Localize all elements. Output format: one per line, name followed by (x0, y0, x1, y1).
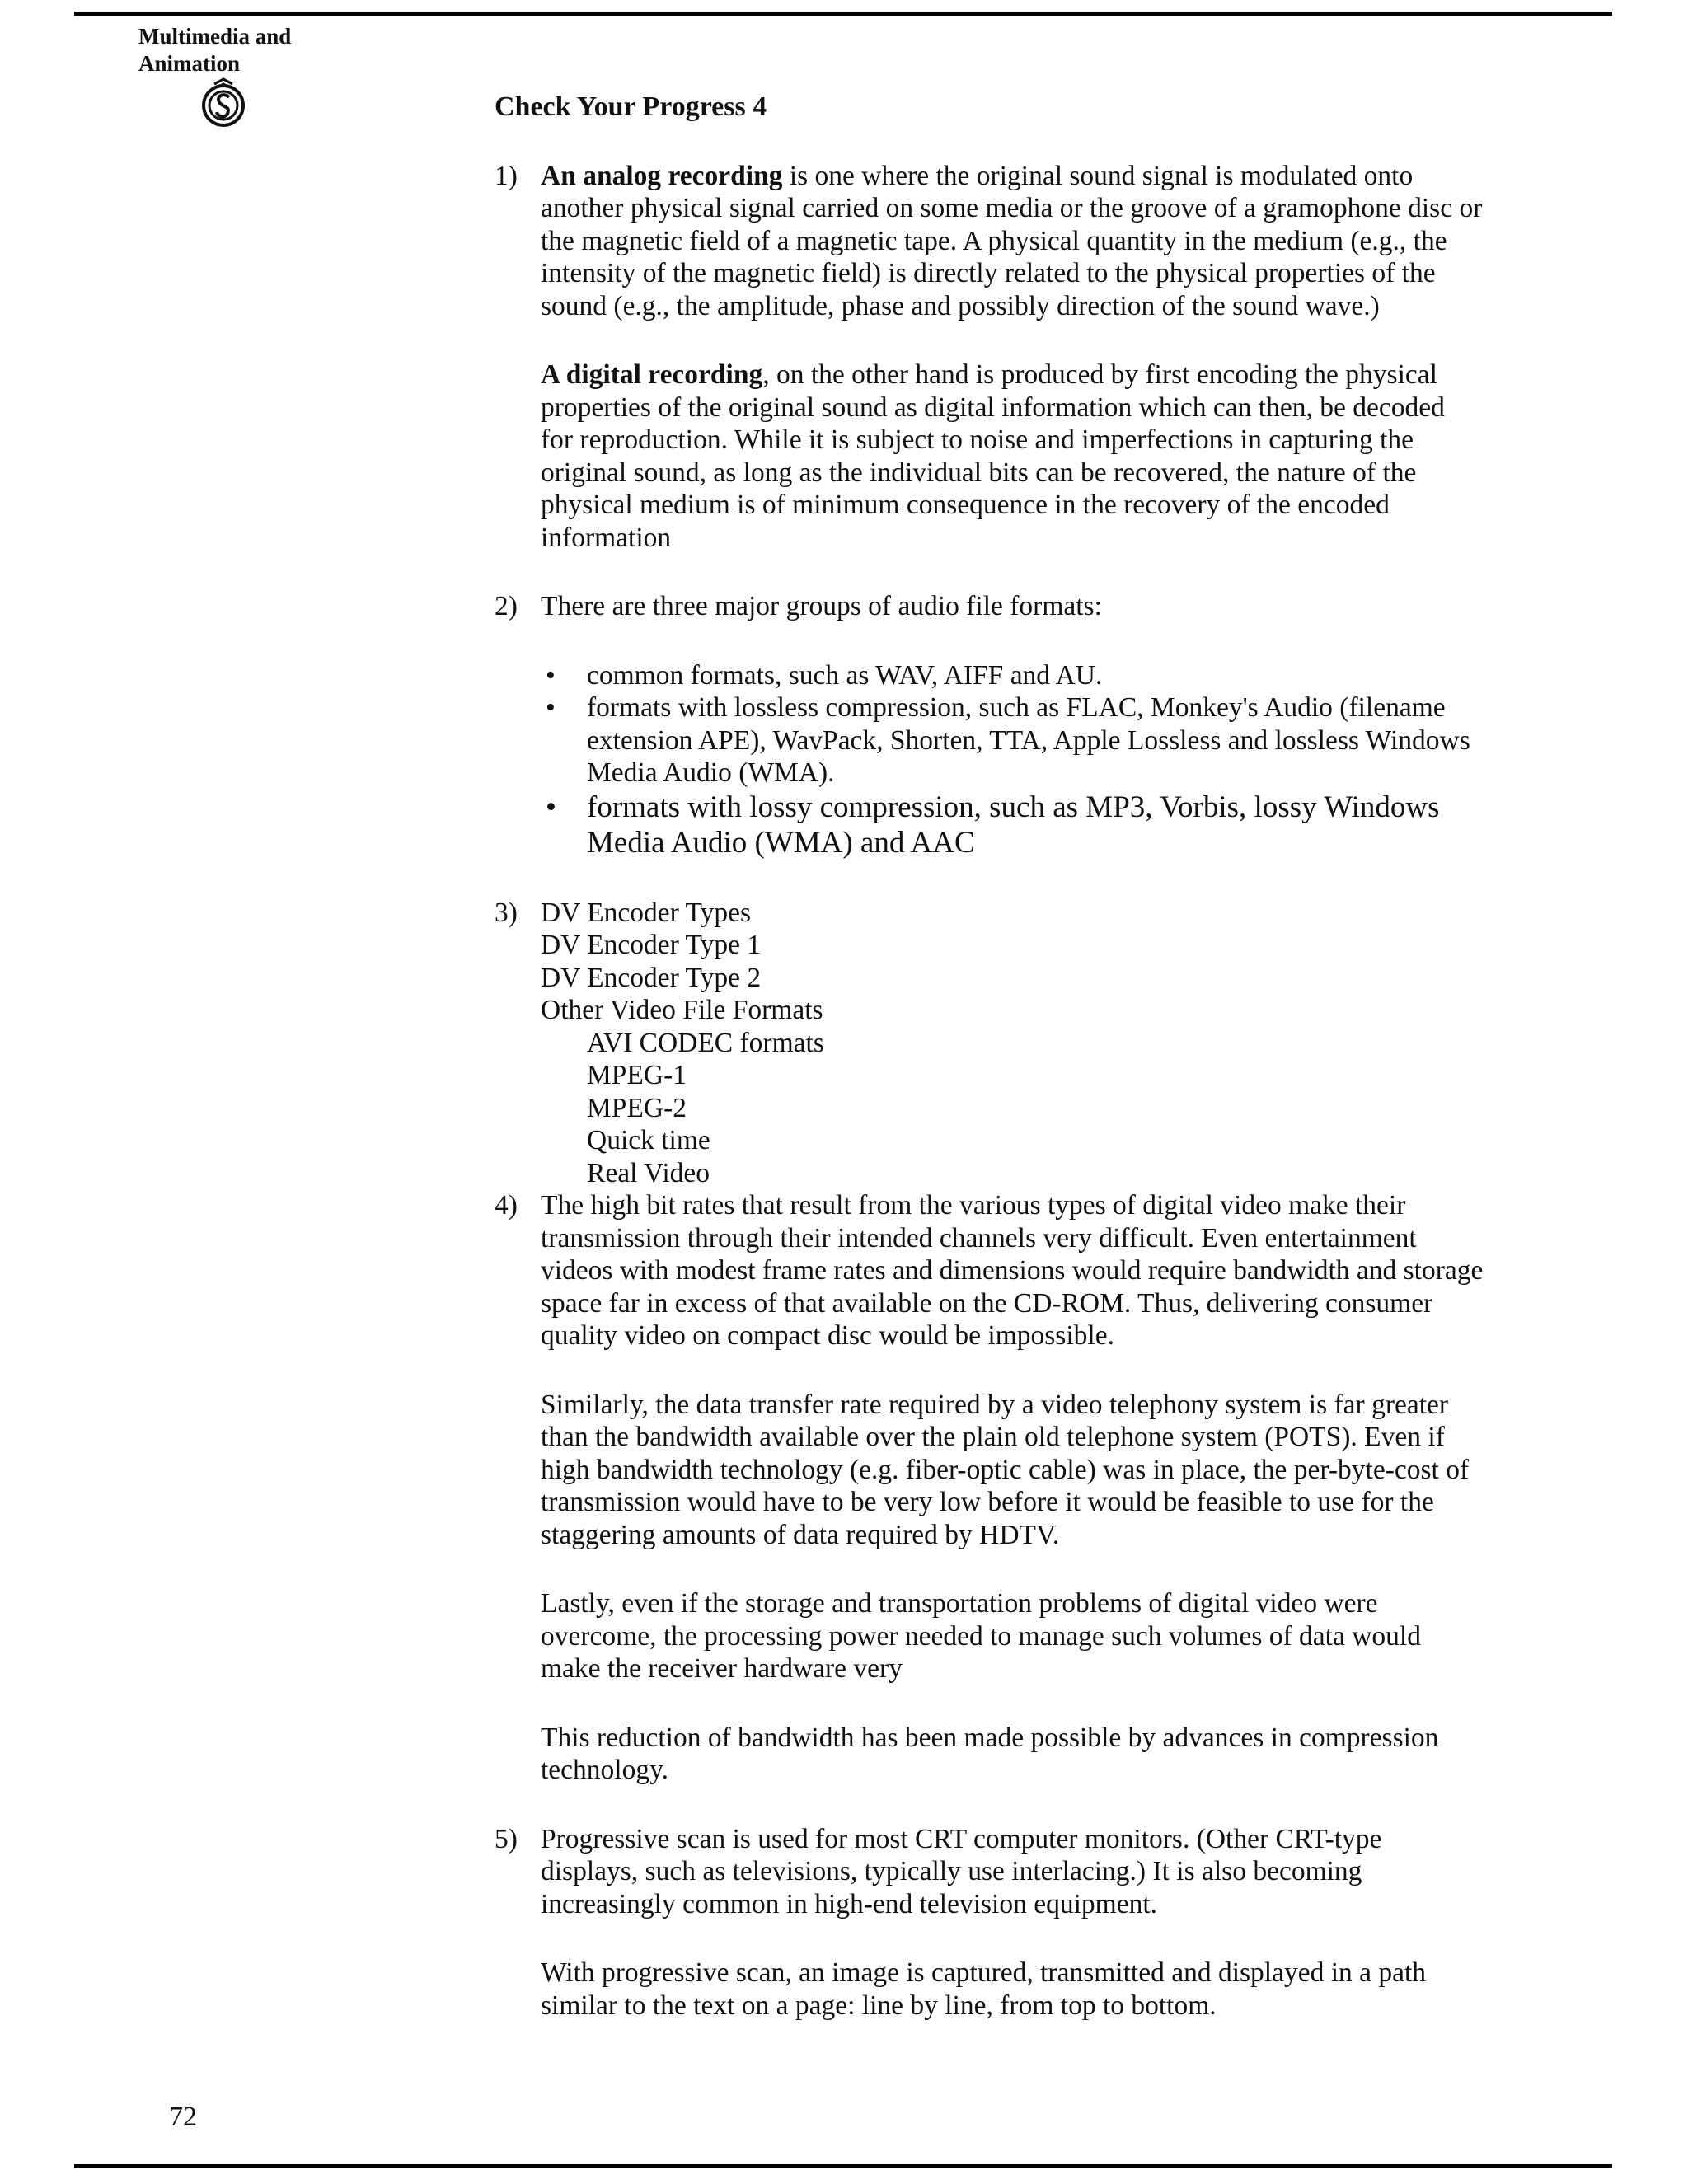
sub-list-line: Real Video (587, 1157, 710, 1188)
list-line: DV Encoder Types (541, 897, 752, 928)
answer-4-paragraph-3: Lastly, even if the storage and transportation problems of digital video were overcome, the processing power needed to manage such volumes of data would make the receiver hardware very (541, 1588, 1421, 1684)
running-header (138, 23, 336, 77)
ignou-emblem-icon (199, 77, 247, 130)
sub-list-line: MPEG-2 (587, 1092, 687, 1123)
answer-4-paragraph-1: The high bit rates that result from the various types of digital video make their transmission through their intended channels very difficult. Even entertainment videos with modest frame rates and dimensions would require bandwidth and storage space far in excess of that available on the CD-ROM. Thus, delivering consumer quality video on compact disc would be impossible. (541, 1190, 1484, 1351)
list-item (541, 659, 1484, 692)
main-content (495, 91, 1484, 2022)
bold-term: A digital recording (541, 359, 763, 390)
header-line-2: Animation (138, 51, 241, 76)
answer-4-paragraph-4: This reduction of bandwidth has been made possible by advances in compression technology. (541, 1722, 1439, 1785)
answer-number: 3) (495, 897, 518, 928)
list-item-text: common formats, such as WAV, AIFF and AU. (587, 659, 1103, 691)
top-rule (74, 12, 1612, 16)
answer-number: 5) (495, 1823, 518, 1854)
sub-list-line: Quick time (587, 1125, 710, 1155)
answer-3 (495, 897, 1484, 1190)
answer-2 (495, 590, 1484, 860)
answer-2-intro: There are three major groups of audio file formats: (541, 591, 1102, 621)
answer-5-paragraph-1: Progressive scan is used for most CRT computer monitors. (Other CRT-type displays, such as televisions, typically use interlacing.) It is also becoming increasingly common in high-end television equipment. (541, 1823, 1382, 1919)
answer-number: 4) (495, 1190, 518, 1221)
answer-5-paragraph-2: With progressive scan, an image is captured, transmitted and displayed in a path similar to the text on a page: line by line, from top to bottom. (541, 1957, 1427, 2021)
answer-number: 1) (495, 160, 518, 191)
answer-1 (495, 160, 1484, 555)
sub-list-line: MPEG-1 (587, 1060, 687, 1090)
header-line-1: Multimedia and (138, 24, 292, 49)
page-number: 72 (169, 2102, 197, 2132)
sub-list-line: AVI CODEC formats (587, 1027, 824, 1058)
bullet-icon: • (546, 659, 556, 691)
list-item (541, 790, 1484, 860)
format-list (541, 659, 1484, 860)
answer-4 (495, 1189, 1484, 1787)
answer-4-paragraph-2: Similarly, the data transfer rate required by a video telephony system is far greater than the bandwidth available over the plain old telephone system (POTS). Even if high bandwidth technology (e.g. fiber-optic cable) was in place, the per-byte-cost of transmission would have to be very low before it would be feasible to use for the staggering amounts of data required by HDTV. (541, 1389, 1470, 1550)
list-item (541, 691, 1484, 790)
list-line: DV Encoder Type 2 (541, 962, 762, 993)
answer-5 (495, 1823, 1484, 2022)
paragraph-text: is one where the original sound signal is modulated onto another physical signal carried on some media or the groove of a gramophone disc or the magnetic field of a magnetic tape. A physical quantity in the medium (e.g., the intensity of the magnetic field) is directly related to the physical properties of the sound (e.g., the amplitude, phase and possibly direction of the sound wave.) (541, 160, 1483, 321)
paragraph-text: , on the other hand is produced by first encoding the physical properties of the original sound as digital information which can then, be decoded for reproduction. While it is subject to noise and imperfections in capturing the original sound, as long as the individual bits can be recovered, the nature of the physical medium is of minimum consequence in the recovery of the encoded information (541, 359, 1445, 553)
bullet-icon: • (546, 692, 556, 723)
bullet-icon: • (546, 790, 556, 824)
section-title: Check Your Progress 4 (495, 91, 767, 122)
list-item-text: formats with lossy compression, such as MP3, Vorbis, lossy Windows Media Audio (WMA) and AAC (587, 790, 1440, 860)
answer-1-paragraph-1 (541, 160, 1484, 323)
list-item-text: formats with lossless compression, such as FLAC, Monkey's Audio (filename extension APE), WavPack, Shorten, TTA, Apple Lossless and lossless Windows Media Audio (WMA). (587, 692, 1470, 788)
list-line: DV Encoder Type 1 (541, 930, 762, 960)
list-line: Other Video File Formats (541, 995, 823, 1025)
bold-term: An analog recording (541, 160, 783, 191)
answer-1-paragraph-2 (541, 359, 1484, 554)
bottom-rule (74, 2164, 1612, 2168)
answer-number: 2) (495, 591, 518, 621)
